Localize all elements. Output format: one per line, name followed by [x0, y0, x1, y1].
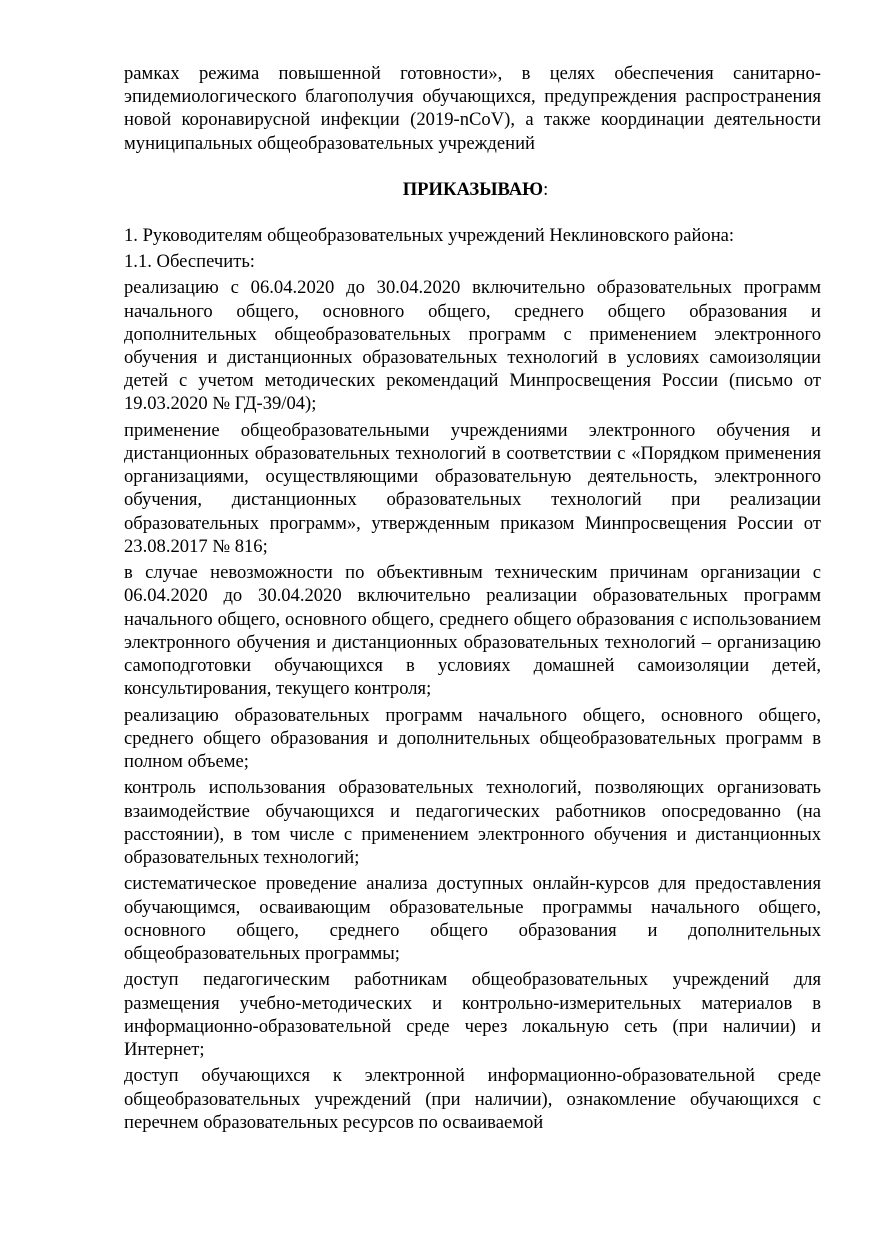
list-item: в случае невозможности по объективным техническим причинам организации с 06.04.2020 до 30.04.2020 включительно реализации образовательных программ начального общего, основного общего, среднего общего образования с использованием электронного обучения и дистанционных образовательных технологий – организацию самоподготовки обучающихся в условиях домашней самоизоляции детей, консультирования, текущего контроля; [124, 562, 821, 700]
clause-1-1: 1.1. Обеспечить: [124, 251, 255, 273]
order-heading-colon: : [543, 178, 549, 200]
list-item: контроль использования образовательных технологий, позволяющих организовать взаимодействие обучающихся и педагогических работников опосредованно (на расстоянии), в том числе с применением электронного обучения и дистанционных образовательных технологий; [124, 777, 821, 869]
list-item: систематическое проведение анализа доступных онлайн-курсов для предоставления обучающимся, осваивающим образовательные программы начального общего, основного общего, среднего общего образования и дополнительных общеобразовательных программы; [124, 873, 821, 965]
order-heading-word: ПРИКАЗЫВАЮ [402, 178, 544, 200]
intro-paragraph: рамках режима повышенной готовности», в целях обеспечения санитарно-эпидемиологического благополучия обучающихся, предупреждения распространения новой коронавирусной инфекции (2019-nCoV), а также координации деятельности муниципальных общеобразовательных учреждений [124, 63, 821, 154]
list-item: применение общеобразовательными учреждениями электронного обучения и дистанционных образовательных технологий в соответствии с «Порядком применения организациями, осуществляющими образовательную деятельность, электронного обучения, дистанционных образовательных технологий при реализации образовательных программ», утвержденным приказом Минпросвещения России от 23.08.2017 № 816; [124, 419, 821, 557]
list-item: реализацию образовательных программ начального общего, основного общего, среднего общего образования и дополнительных общеобразовательных программ в полном объеме; [124, 704, 821, 773]
clause-1: 1. Руководителям общеобразовательных учреждений Неклиновского района: [124, 225, 735, 247]
list-item: доступ педагогическим работникам общеобразовательных учреждений для размещения учебно-методических и контрольно-измерительных материалов в информационно-образовательной среде через локальную сеть (при наличии) и Интернет; [124, 969, 821, 1061]
order-heading [124, 178, 821, 201]
document-page [124, 62, 821, 1137]
list-item: доступ обучающихся к электронной информационно-образовательной среде общеобразовательных учреждений (при наличии), ознакомление обучающихся с перечнем образовательных ресурсов по осваиваемой [124, 1065, 821, 1133]
list-item: реализацию с 06.04.2020 до 30.04.2020 включительно образовательных программ начального общего, основного общего, среднего общего образования и дополнительных общеобразовательных программ с применением электронного обучения и дистанционных образовательных технологий в условиях самоизоляции детей с учетом методических рекомендаций Минпросвещения России (письмо от 19.03.2020 № ГД-39/04); [124, 277, 821, 415]
